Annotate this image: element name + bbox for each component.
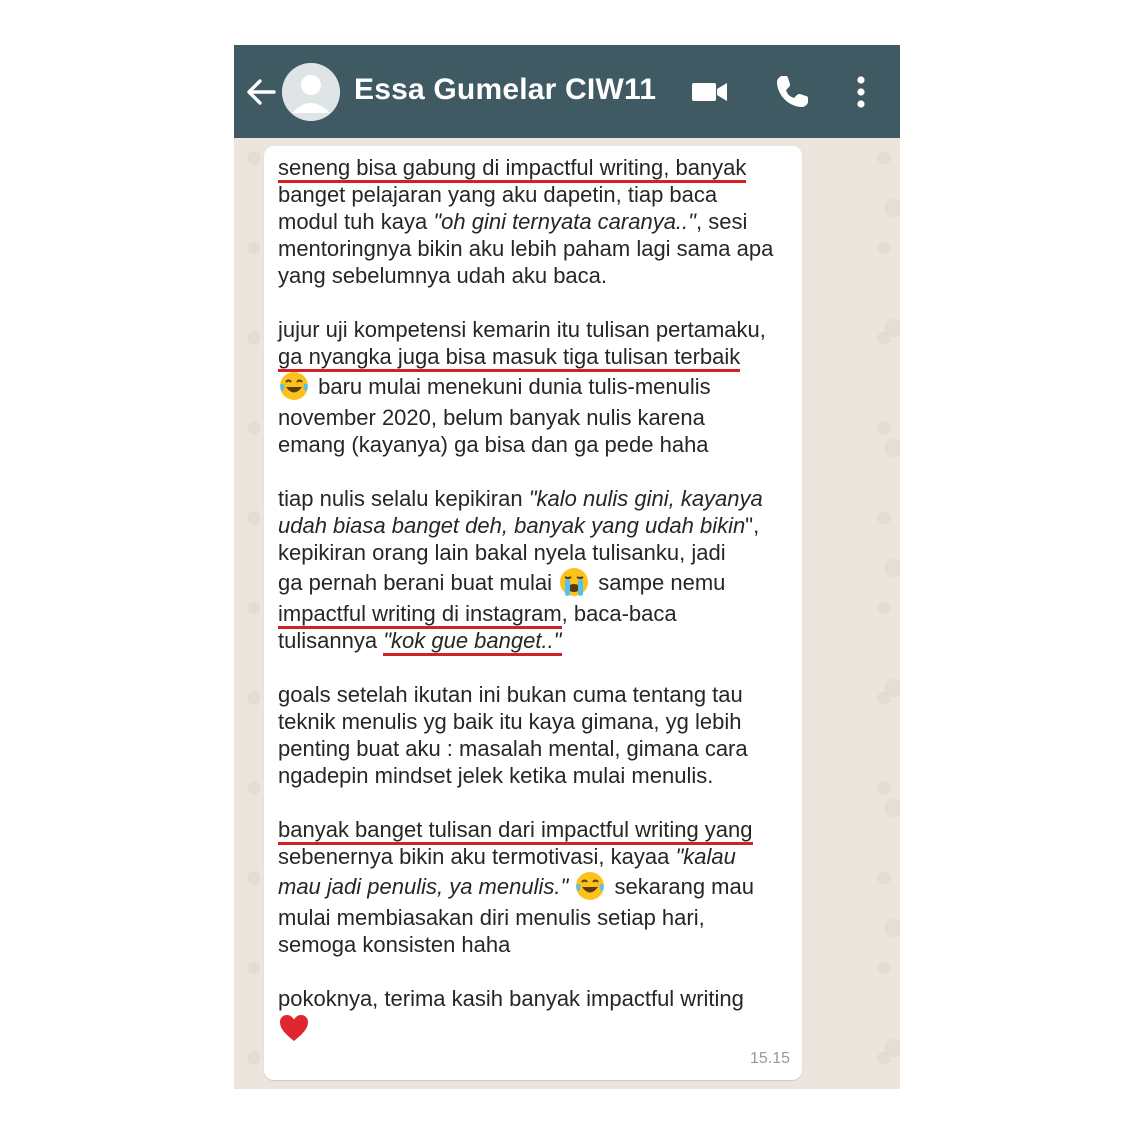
italic-quote: "kalo nulis gini, kayanya	[528, 486, 763, 511]
message-paragraph	[278, 154, 798, 289]
italic-quote: "oh gini ternyata caranya.."	[433, 209, 696, 234]
text-line: pokoknya, terima kasih banyak impactful writing	[278, 986, 744, 1011]
text-segment: ga pernah berani buat mulai	[278, 570, 552, 595]
italic-quote: mau jadi penulis, ya menulis."	[278, 874, 569, 899]
default-avatar-icon	[282, 63, 340, 121]
text-line: emang (kayanya) ga bisa dan ga pede haha	[278, 432, 709, 457]
message-bubble[interactable]	[264, 146, 802, 1080]
contact-avatar[interactable]	[282, 63, 340, 121]
loudly-crying-face-icon	[558, 566, 590, 598]
text-line: kepikiran orang lain bakal nyela tulisanku, jadi	[278, 540, 726, 565]
message-paragraph	[278, 816, 798, 958]
text-line: mentoringnya bikin aku lebih paham lagi sama apa	[278, 236, 774, 261]
text-segment: sebenernya bikin aku termotivasi, kayaa	[278, 844, 676, 869]
face-with-tears-of-joy-icon	[574, 870, 606, 902]
text-segment: modul tuh kaya	[278, 209, 434, 234]
highlighted-text: seneng bisa gabung di impactful writing, banyak	[278, 155, 746, 183]
more-vert-icon	[846, 72, 876, 112]
text-line: penting buat aku : masalah mental, gimana cara	[278, 736, 748, 761]
text-line: mulai membiasakan diri menulis setiap hari,	[278, 905, 705, 930]
message-timestamp: 15.15	[749, 1050, 790, 1067]
back-button[interactable]	[244, 75, 278, 109]
voice-call-button[interactable]	[772, 72, 812, 112]
text-segment: , sesi	[695, 209, 748, 234]
message-paragraph	[278, 985, 798, 1046]
text-line: ngadepin mindset jelek ketika mulai menulis.	[278, 763, 714, 788]
text-segment: baru mulai menekuni dunia tulis-menulis	[318, 374, 711, 399]
text-segment: , baca-baca	[561, 601, 677, 626]
phone-screen	[234, 45, 900, 1089]
video-call-button[interactable]	[690, 72, 730, 112]
highlighted-italic-quote: "kok gue banget.."	[383, 628, 561, 656]
overflow-menu-button[interactable]	[846, 72, 876, 112]
text-segment: tulisannya	[278, 628, 384, 653]
text-segment: tiap nulis selalu kepikiran	[278, 486, 529, 511]
message-paragraph	[278, 485, 798, 654]
text-line: teknik menulis yg baik itu kaya gimana, yg lebih	[278, 709, 742, 734]
text-line: november 2020, belum banyak nulis karena	[278, 405, 705, 430]
text-line: goals setelah ikutan ini bukan cuma tentang tau	[278, 682, 743, 707]
italic-quote: udah biasa banget deh, banyak yang udah bikin	[278, 513, 746, 538]
highlighted-text: ga nyangka juga bisa masuk tiga tulisan terbaik	[278, 344, 740, 372]
highlighted-text: impactful writing di instagram	[278, 601, 562, 629]
italic-quote: "kalau	[675, 844, 736, 869]
text-line: yang sebelumnya udah aku baca.	[278, 263, 608, 288]
highlighted-text: banyak banget tulisan dari impactful writing yang	[278, 817, 753, 845]
red-heart-icon	[278, 1012, 310, 1044]
arrow-left-icon	[244, 75, 278, 109]
text-segment: ",	[745, 513, 760, 538]
text-line: banget pelajaran yang aku dapetin, tiap baca	[278, 182, 718, 207]
text-line: jujur uji kompetensi kemarin itu tulisan pertamaku,	[278, 317, 766, 342]
video-camera-icon	[690, 72, 730, 112]
message-paragraph	[278, 316, 798, 458]
message-paragraph	[278, 681, 798, 789]
text-segment: sampe nemu	[598, 570, 726, 595]
face-with-tears-of-joy-icon	[278, 370, 310, 402]
message-text	[278, 154, 798, 1046]
text-segment: sekarang mau	[614, 874, 754, 899]
contact-name[interactable]: Essa Gumelar CIW11	[354, 73, 657, 106]
phone-icon	[772, 72, 812, 112]
chat-header	[234, 45, 900, 138]
text-line: semoga konsisten haha	[278, 932, 511, 957]
